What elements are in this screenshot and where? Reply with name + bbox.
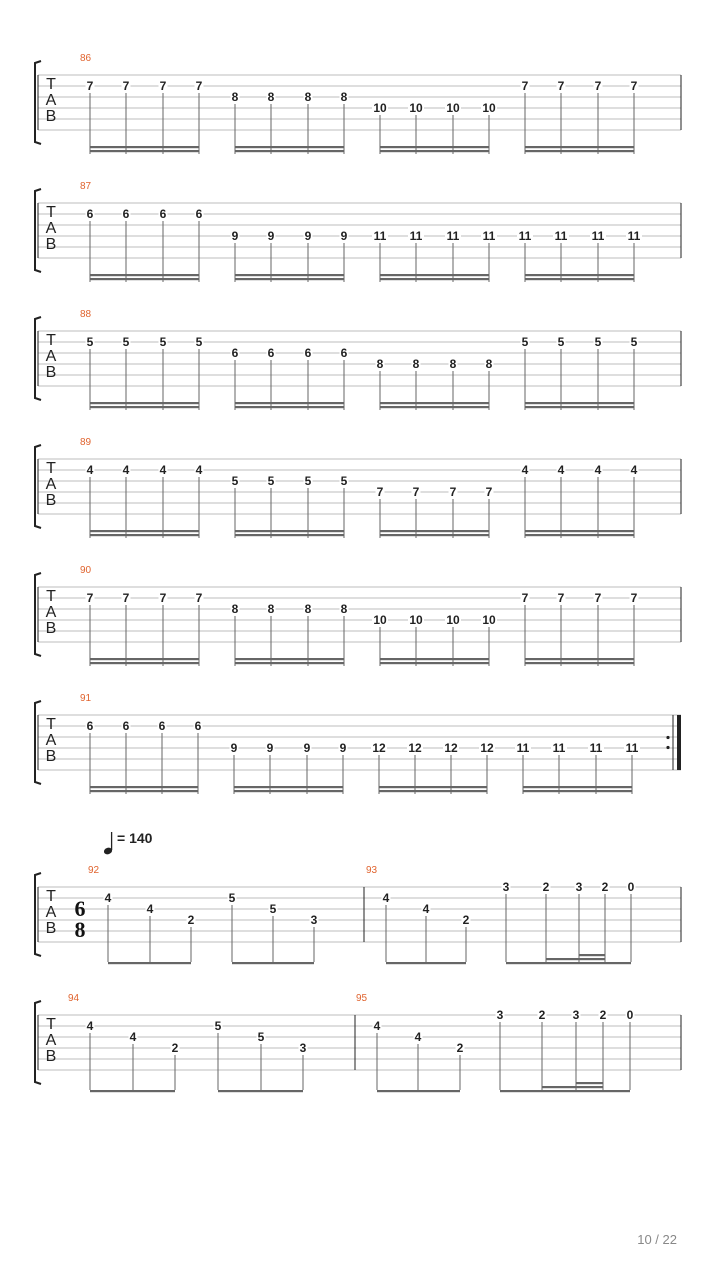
fret-number: 5 xyxy=(340,474,348,488)
fret-number: 7 xyxy=(630,79,638,93)
fret-number: 7 xyxy=(159,79,167,93)
fret-number: 6 xyxy=(158,719,166,733)
fret-number: 4 xyxy=(195,463,203,477)
fret-number: 8 xyxy=(340,90,348,104)
fret-number: 0 xyxy=(626,1008,634,1022)
fret-number: 5 xyxy=(86,335,94,349)
fret-number: 5 xyxy=(195,335,203,349)
fret-number: 7 xyxy=(521,591,529,605)
page-counter: 10 / 22 xyxy=(637,1232,677,1247)
beam xyxy=(90,1090,175,1092)
fret-number: 8 xyxy=(449,357,457,371)
fret-number: 7 xyxy=(122,591,130,605)
tab-clef-letter: B xyxy=(45,108,57,125)
measure-number: 88 xyxy=(80,309,92,320)
fret-number: 11 xyxy=(625,741,639,755)
time-signature-bottom: 8 xyxy=(74,917,86,942)
beam xyxy=(379,790,487,792)
beam xyxy=(218,1090,303,1092)
fret-number: 6 xyxy=(194,719,202,733)
beam xyxy=(525,658,634,660)
fret-number: 11 xyxy=(516,741,530,755)
tab-clef-letter: A xyxy=(45,92,57,109)
fret-number: 9 xyxy=(267,229,275,243)
fret-number: 4 xyxy=(382,891,390,905)
tab-clef-letter: B xyxy=(45,364,57,381)
beam xyxy=(108,962,191,964)
measure-number: 94 xyxy=(68,993,80,1004)
fret-number: 11 xyxy=(591,229,605,243)
beam xyxy=(90,274,199,276)
fret-number: 4 xyxy=(159,463,167,477)
tab-system xyxy=(35,865,681,964)
tab-system xyxy=(35,565,681,666)
fret-number: 2 xyxy=(171,1041,179,1055)
fret-number: 2 xyxy=(542,880,550,894)
fret-number: 3 xyxy=(299,1041,307,1055)
fret-number: 7 xyxy=(86,591,94,605)
beam xyxy=(235,530,344,532)
beam xyxy=(90,278,199,280)
beam xyxy=(235,402,344,404)
fret-number: 8 xyxy=(267,90,275,104)
fret-number: 5 xyxy=(257,1030,265,1044)
beam xyxy=(380,658,489,660)
beam xyxy=(90,146,199,148)
fret-number: 12 xyxy=(480,741,494,755)
tab-clef-letter: A xyxy=(45,904,57,921)
fret-number: 7 xyxy=(122,79,130,93)
beam xyxy=(380,534,489,536)
tab-system xyxy=(35,53,681,154)
fret-number: 5 xyxy=(630,335,638,349)
fret-number: 7 xyxy=(485,485,493,499)
tab-clef-letter: T xyxy=(46,588,56,605)
beam xyxy=(380,146,489,148)
beam xyxy=(90,150,199,152)
tempo-text: = 140 xyxy=(117,830,153,846)
beam xyxy=(234,786,343,788)
beam xyxy=(235,274,344,276)
fret-number: 5 xyxy=(267,474,275,488)
tab-clef-letter: A xyxy=(45,732,57,749)
fret-number: 7 xyxy=(376,485,384,499)
beam xyxy=(523,786,632,788)
fret-number: 11 xyxy=(446,229,460,243)
beam xyxy=(380,530,489,532)
fret-number: 10 xyxy=(446,101,460,115)
fret-number: 4 xyxy=(122,463,130,477)
fret-number: 3 xyxy=(502,880,510,894)
beam xyxy=(90,786,198,788)
fret-number: 8 xyxy=(267,602,275,616)
beam xyxy=(380,274,489,276)
fret-number: 4 xyxy=(86,1019,94,1033)
beam xyxy=(525,150,634,152)
fret-number: 6 xyxy=(304,346,312,360)
fret-number: 7 xyxy=(159,591,167,605)
fret-number: 4 xyxy=(86,463,94,477)
fret-number: 11 xyxy=(627,229,641,243)
beam xyxy=(542,1086,576,1088)
beam xyxy=(235,534,344,536)
fret-number: 10 xyxy=(373,101,387,115)
beam xyxy=(234,790,343,792)
beam xyxy=(235,662,344,664)
fret-number: 9 xyxy=(303,741,311,755)
fret-number: 8 xyxy=(485,357,493,371)
beam xyxy=(500,1090,630,1092)
beam xyxy=(90,658,199,660)
fret-number: 10 xyxy=(409,101,423,115)
fret-number: 3 xyxy=(575,880,583,894)
tab-clef-letter: A xyxy=(45,1032,57,1049)
beam xyxy=(525,402,634,404)
fret-number: 11 xyxy=(518,229,532,243)
fret-number: 4 xyxy=(129,1030,137,1044)
fret-number: 2 xyxy=(538,1008,546,1022)
beam xyxy=(506,962,631,964)
tab-clef-letter: T xyxy=(46,204,56,221)
fret-number: 12 xyxy=(372,741,386,755)
tab-clef-letter: A xyxy=(45,348,57,365)
fret-number: 9 xyxy=(304,229,312,243)
fret-number: 8 xyxy=(340,602,348,616)
fret-number: 10 xyxy=(446,613,460,627)
fret-number: 5 xyxy=(557,335,565,349)
fret-number: 5 xyxy=(269,902,277,916)
tab-clef-letter: T xyxy=(46,332,56,349)
fret-number: 8 xyxy=(304,602,312,616)
tab-system xyxy=(35,309,681,410)
measure-number: 91 xyxy=(80,693,92,704)
beam xyxy=(380,150,489,152)
fret-number: 6 xyxy=(195,207,203,221)
beam xyxy=(379,786,487,788)
beam xyxy=(377,1090,460,1092)
beam xyxy=(523,790,632,792)
fret-number: 11 xyxy=(482,229,496,243)
fret-number: 7 xyxy=(412,485,420,499)
beam xyxy=(235,658,344,660)
fret-number: 5 xyxy=(214,1019,222,1033)
fret-number: 11 xyxy=(373,229,387,243)
repeat-dot xyxy=(666,736,669,739)
fret-number: 5 xyxy=(304,474,312,488)
fret-number: 11 xyxy=(409,229,423,243)
tab-system xyxy=(35,693,681,794)
fret-number: 4 xyxy=(594,463,602,477)
fret-number: 12 xyxy=(408,741,422,755)
tab-clef-letter: B xyxy=(45,920,57,937)
beam xyxy=(525,274,634,276)
fret-number: 6 xyxy=(267,346,275,360)
fret-number: 9 xyxy=(231,229,239,243)
fret-number: 9 xyxy=(339,741,347,755)
fret-number: 7 xyxy=(521,79,529,93)
tab-clef-letter: T xyxy=(46,888,56,905)
fret-number: 3 xyxy=(496,1008,504,1022)
tab-clef-letter: T xyxy=(46,460,56,477)
beam xyxy=(525,406,634,408)
beam xyxy=(235,150,344,152)
fret-number: 4 xyxy=(146,902,154,916)
beam xyxy=(579,958,605,960)
beam xyxy=(380,278,489,280)
fret-number: 5 xyxy=(521,335,529,349)
beam xyxy=(386,962,466,964)
fret-number: 4 xyxy=(373,1019,381,1033)
fret-number: 9 xyxy=(230,741,238,755)
fret-number: 7 xyxy=(630,591,638,605)
fret-number: 3 xyxy=(310,913,318,927)
beam xyxy=(380,402,489,404)
fret-number: 7 xyxy=(449,485,457,499)
measure-number: 92 xyxy=(88,865,100,876)
tab-clef-letter: B xyxy=(45,620,57,637)
tab-clef-letter: A xyxy=(45,604,57,621)
fret-number: 8 xyxy=(304,90,312,104)
tab-clef-letter: B xyxy=(45,1048,57,1065)
beam xyxy=(90,662,199,664)
fret-number: 11 xyxy=(589,741,603,755)
fret-number: 2 xyxy=(187,913,195,927)
measure-number: 90 xyxy=(80,565,92,576)
beam xyxy=(90,534,199,536)
fret-number: 2 xyxy=(456,1041,464,1055)
measure-number: 93 xyxy=(366,865,378,876)
fret-number: 10 xyxy=(482,613,496,627)
fret-number: 7 xyxy=(557,591,565,605)
measure-number: 87 xyxy=(80,181,92,192)
fret-number: 4 xyxy=(104,891,112,905)
beam xyxy=(579,954,605,956)
fret-number: 8 xyxy=(231,602,239,616)
measure-number: 95 xyxy=(356,993,368,1004)
fret-number: 5 xyxy=(122,335,130,349)
beam xyxy=(525,662,634,664)
tab-clef-letter: B xyxy=(45,748,57,765)
beam xyxy=(232,962,314,964)
fret-number: 6 xyxy=(86,719,94,733)
beam xyxy=(525,530,634,532)
beam xyxy=(576,1086,603,1088)
beam xyxy=(90,402,199,404)
tab-clef-letter: T xyxy=(46,1016,56,1033)
fret-number: 6 xyxy=(231,346,239,360)
beam xyxy=(90,406,199,408)
measure-number: 89 xyxy=(80,437,92,448)
beam xyxy=(546,958,579,960)
beam xyxy=(90,530,199,532)
fret-number: 7 xyxy=(195,79,203,93)
fret-number: 8 xyxy=(376,357,384,371)
beam xyxy=(380,662,489,664)
beam xyxy=(235,146,344,148)
beam xyxy=(235,406,344,408)
fret-number: 6 xyxy=(122,719,130,733)
fret-number: 11 xyxy=(554,229,568,243)
time-signature-top: 6 xyxy=(74,896,86,921)
fret-number: 8 xyxy=(412,357,420,371)
tab-clef-letter: A xyxy=(45,220,57,237)
fret-number: 10 xyxy=(482,101,496,115)
fret-number: 10 xyxy=(409,613,423,627)
beam xyxy=(235,278,344,280)
fret-number: 9 xyxy=(340,229,348,243)
tempo-marking xyxy=(103,830,153,855)
fret-number: 5 xyxy=(228,891,236,905)
tab-clef-letter: T xyxy=(46,716,56,733)
fret-number: 0 xyxy=(627,880,635,894)
tab-clef-letter: A xyxy=(45,476,57,493)
tab-clef-letter: T xyxy=(46,76,56,93)
fret-number: 2 xyxy=(599,1008,607,1022)
beam xyxy=(90,790,198,792)
fret-number: 8 xyxy=(231,90,239,104)
fret-number: 6 xyxy=(159,207,167,221)
fret-number: 6 xyxy=(340,346,348,360)
fret-number: 2 xyxy=(462,913,470,927)
fret-number: 6 xyxy=(86,207,94,221)
fret-number: 4 xyxy=(630,463,638,477)
tab-clef-letter: B xyxy=(45,492,57,509)
fret-number: 5 xyxy=(231,474,239,488)
fret-number: 11 xyxy=(552,741,566,755)
repeat-thick-barline xyxy=(677,715,681,770)
beam xyxy=(525,278,634,280)
tab-clef-letter: B xyxy=(45,236,57,253)
fret-number: 9 xyxy=(266,741,274,755)
fret-number: 7 xyxy=(594,79,602,93)
fret-number: 4 xyxy=(422,902,430,916)
tab-system xyxy=(35,181,681,282)
fret-number: 7 xyxy=(594,591,602,605)
fret-number: 7 xyxy=(86,79,94,93)
fret-number: 10 xyxy=(373,613,387,627)
beam xyxy=(380,406,489,408)
beam xyxy=(525,534,634,536)
fret-number: 7 xyxy=(557,79,565,93)
measure-number: 86 xyxy=(80,53,92,64)
fret-number: 4 xyxy=(521,463,529,477)
tab-system xyxy=(35,437,681,538)
fret-number: 3 xyxy=(572,1008,580,1022)
beam xyxy=(525,146,634,148)
fret-number: 12 xyxy=(444,741,458,755)
fret-number: 7 xyxy=(195,591,203,605)
fret-number: 2 xyxy=(601,880,609,894)
fret-number: 6 xyxy=(122,207,130,221)
repeat-dot xyxy=(666,746,669,749)
tab-system xyxy=(35,993,681,1092)
beam xyxy=(576,1082,603,1084)
fret-number: 5 xyxy=(159,335,167,349)
fret-number: 4 xyxy=(414,1030,422,1044)
fret-number: 5 xyxy=(594,335,602,349)
fret-number: 4 xyxy=(557,463,565,477)
